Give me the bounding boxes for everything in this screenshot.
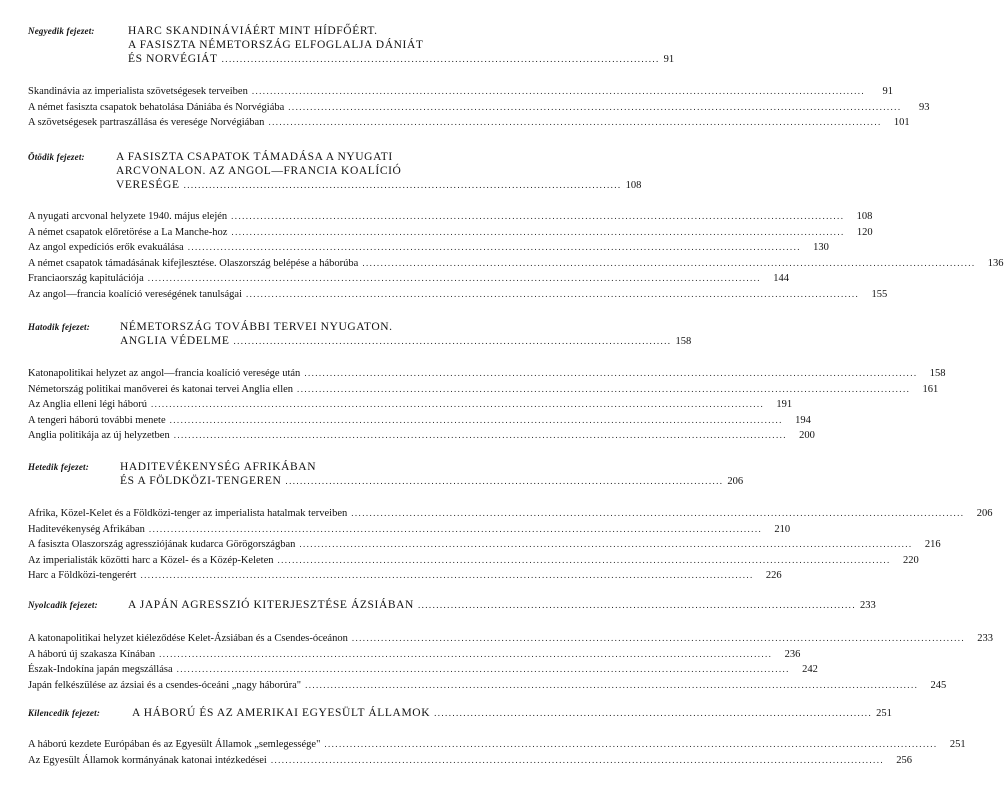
toc-entry (28, 225, 873, 241)
entry-page: 91 (882, 86, 894, 97)
toc-entry (28, 397, 793, 413)
entry-title: A német csapatok támadásának kifejlesztése. Olaszország belépése a háborúba (28, 257, 359, 269)
chapter-title-line: ÉS A FÖLDKÖZI-TENGEREN (120, 475, 282, 487)
chapter-page: 251 (876, 708, 892, 719)
chapter-9 (28, 706, 966, 768)
entry-title: A fasiszta Olaszország agressziójának kudarca Görögországban (28, 539, 296, 550)
section-list (28, 209, 1004, 302)
entry-title: Harc a Földközi-tengerért (28, 570, 137, 581)
chapter-label: Hatodik fejezet: (28, 322, 90, 332)
leader-dots (324, 737, 937, 753)
leader-dots (231, 209, 844, 225)
entry-page: 158 (929, 368, 946, 379)
chapter-title-last-line (128, 52, 675, 67)
chapter-heading (28, 24, 675, 67)
toc-entry (28, 382, 939, 398)
toc-entry (28, 287, 888, 303)
leader-dots (159, 647, 772, 663)
chapter-title-last-line (120, 334, 692, 349)
leader-dots (246, 287, 859, 303)
entry-title: A katonapolitikai helyzet kiéleződése Kelet-Ázsiában és a Csendes-óceánon (28, 633, 348, 644)
chapter-title-last-line (132, 706, 892, 721)
entry-page: 233 (977, 633, 994, 644)
chapter-8 (28, 598, 994, 693)
entry-page: 120 (856, 226, 873, 238)
toc-entry (28, 737, 966, 753)
chapter-heading (28, 706, 892, 721)
chapter-6 (28, 320, 946, 444)
entry-title: Katonapolitikai helyzet az angol—francia koalíció veresége után (28, 368, 301, 379)
chapter-title-last-line (128, 598, 876, 613)
toc-entry (28, 240, 829, 256)
leader-dots (140, 568, 753, 584)
leader-dots (362, 256, 975, 272)
leader-dots (151, 397, 764, 413)
entry-page: 236 (784, 648, 801, 660)
leader-dots: ........................................................................................................................ (183, 180, 622, 190)
chapter-title-line: A JAPÁN AGRESSZIÓ KITERJESZTÉSE ÁZSIÁBAN (128, 599, 414, 611)
chapter-title-line: A FASISZTA NÉMETORSZÁG ELFOGLALJA DÁNIÁT (128, 39, 424, 51)
section-list (28, 631, 994, 693)
entry-title: Anglia politikája az új helyzetben (28, 430, 170, 441)
entry-title: Haditevékenység Afrikában (28, 523, 145, 535)
entry-page: 136 (987, 257, 1004, 269)
chapter-title (132, 706, 892, 721)
chapter-heading (28, 598, 876, 613)
chapter-5 (28, 150, 1004, 302)
entry-title: Japán felkészülése az ázsiai és a csendes-óceáni „nagy háborúra" (28, 679, 302, 691)
leader-dots (271, 753, 884, 769)
entry-page: 155 (871, 288, 888, 300)
toc-entry (28, 662, 818, 678)
leader-dots (305, 678, 918, 694)
entry-title: Franciaország kapitulációja (28, 273, 144, 284)
section-list (28, 366, 946, 444)
entry-page: 101 (893, 117, 910, 128)
toc-entry (28, 553, 919, 569)
leader-dots (170, 413, 783, 429)
leader-dots (277, 553, 890, 569)
entry-title: Az imperialisták közötti harc a Közel- és a Közép-Keleten (28, 554, 274, 566)
chapter-title-line: VERESÉGE (116, 179, 180, 191)
section-list (28, 737, 966, 768)
entry-title: A tengeri háború további menete (28, 414, 166, 426)
leader-dots (304, 366, 917, 382)
entry-title: A háború új szakasza Kínában (28, 648, 156, 660)
leader-dots (177, 662, 790, 678)
toc-entry (28, 271, 789, 287)
leader-dots (351, 506, 964, 522)
leader-dots: ........................................................................................................................ (434, 708, 873, 718)
chapter-page: 158 (675, 336, 692, 347)
entry-page: 226 (765, 570, 782, 581)
leader-dots (288, 100, 901, 116)
leader-dots: ........................................................................................................................ (221, 54, 660, 64)
chapter-title-last-line (120, 474, 744, 489)
chapter-label: Nyolcadik fejezet: (28, 600, 98, 610)
chapter-title-line: ANGLIA VÉDELME (120, 335, 230, 347)
section-list (28, 84, 930, 131)
entry-page: 194 (795, 414, 811, 426)
toc-entry (28, 647, 801, 663)
toc-entry (28, 631, 994, 647)
chapter-title-line: HARC SKANDINÁVIÁÉRT MINT HÍDFŐÉRT. (128, 25, 378, 37)
toc-entry (28, 568, 782, 584)
entry-title: Az angol—francia koalíció vereségének tanulságai (28, 288, 242, 300)
chapter-page: 108 (625, 180, 642, 191)
chapter-title-last-line (116, 178, 642, 193)
entry-title: A német csapatok előretörése a La Manche-hoz (28, 226, 228, 238)
entry-page: 93 (918, 101, 930, 113)
leader-dots (252, 84, 865, 100)
chapter-title-line: HADITEVÉKENYSÉG AFRIKÁBAN (120, 461, 317, 473)
leader-dots (148, 271, 761, 287)
chapter-label: Ötödik fejezet: (28, 152, 85, 162)
chapter-title-line: NÉMETORSZÁG TOVÁBBI TERVEI NYUGATON. (120, 321, 393, 333)
chapter-page: 206 (727, 476, 744, 487)
chapter-heading (28, 320, 692, 349)
leader-dots (297, 382, 910, 398)
entry-page: 210 (774, 523, 791, 535)
chapter-heading (28, 150, 642, 193)
chapter-page: 233 (859, 600, 876, 611)
leader-dots: ........................................................................................................................ (285, 476, 724, 486)
toc-entry (28, 100, 930, 116)
toc-entry (28, 506, 993, 522)
leader-dots (231, 225, 844, 241)
entry-page: 191 (776, 399, 793, 410)
entry-title: Németország politikai manőverei és katonai tervei Anglia ellen (28, 383, 294, 395)
chapter-title (116, 150, 642, 193)
chapter-title (120, 460, 744, 489)
entry-title: A német fasiszta csapatok behatolása Dániába és Norvégiába (28, 101, 285, 113)
toc-entry (28, 115, 910, 131)
toc-entry (28, 428, 815, 444)
entry-title: Skandinávia az imperialista szövetségesek terveiben (28, 86, 248, 97)
leader-dots (188, 240, 801, 256)
toc-entry (28, 413, 811, 429)
toc-entry (28, 366, 946, 382)
chapter-page: 91 (663, 54, 675, 65)
entry-page: 220 (902, 554, 919, 566)
leader-dots (352, 631, 965, 647)
entry-page: 108 (856, 211, 873, 222)
toc-entry (28, 522, 791, 538)
leader-dots (299, 537, 912, 553)
chapter-heading (28, 460, 744, 489)
entry-title: Észak-Indokína japán megszállása (28, 664, 173, 675)
entry-title: A nyugati arcvonal helyzete 1940. május elején (28, 211, 228, 222)
chapter-title (128, 24, 675, 67)
entry-page: 242 (802, 664, 818, 675)
chapter-title (120, 320, 692, 349)
chapter-title (128, 598, 876, 613)
entry-page: 245 (930, 679, 947, 691)
entry-title: Az Anglia elleni légi háború (28, 399, 147, 410)
chapter-title-line: ARCVONALON. AZ ANGOL—FRANCIA KOALÍCIÓ (116, 165, 402, 177)
leader-dots (268, 115, 881, 131)
entry-page: 216 (924, 539, 941, 550)
entry-page: 144 (773, 273, 789, 284)
entry-page: 161 (922, 383, 939, 395)
chapter-7 (28, 460, 993, 584)
section-list (28, 506, 993, 584)
toc-entry (28, 84, 894, 100)
entry-page: 206 (976, 508, 993, 519)
leader-dots: ........................................................................................................................ (417, 600, 856, 610)
toc-entry (28, 256, 1004, 272)
entry-title: A háború kezdete Európában és az Egyesült Államok „semlegessége" (28, 739, 321, 750)
chapter-label: Negyedik fejezet: (28, 26, 95, 36)
entry-title: Az angol expedíciós erők evakuálása (28, 242, 184, 253)
entry-title: Afrika, Közel-Kelet és a Földközi-tenger az imperialista hatalmak terveiben (28, 508, 348, 519)
leader-dots: ........................................................................................................................ (233, 336, 672, 346)
toc-entry (28, 209, 873, 225)
entry-page: 200 (799, 430, 815, 441)
entry-page: 256 (896, 754, 913, 766)
chapter-title-line: A HÁBORÚ ÉS AZ AMERIKAI EGYESÜLT ÁLLAMOK (132, 707, 431, 719)
chapter-title-line: A FASISZTA CSAPATOK TÁMADÁSA A NYUGATI (116, 151, 393, 163)
entry-page: 130 (813, 242, 829, 253)
entry-page: 251 (949, 739, 966, 750)
chapter-label: Kilencedik fejezet: (28, 708, 101, 718)
toc-entry (28, 537, 941, 553)
entry-title: A szövetségesek partraszállása és veresége Norvégiában (28, 117, 265, 128)
chapter-title-line: ÉS NORVÉGIÁT (128, 53, 218, 65)
chapter-label: Hetedik fejezet: (28, 462, 89, 472)
leader-dots (174, 428, 787, 444)
toc-entry (28, 678, 947, 694)
chapter-4 (28, 24, 930, 131)
entry-title: Az Egyesült Államok kormányának katonai intézkedései (28, 754, 267, 766)
toc-entry (28, 753, 913, 769)
leader-dots (149, 522, 762, 538)
